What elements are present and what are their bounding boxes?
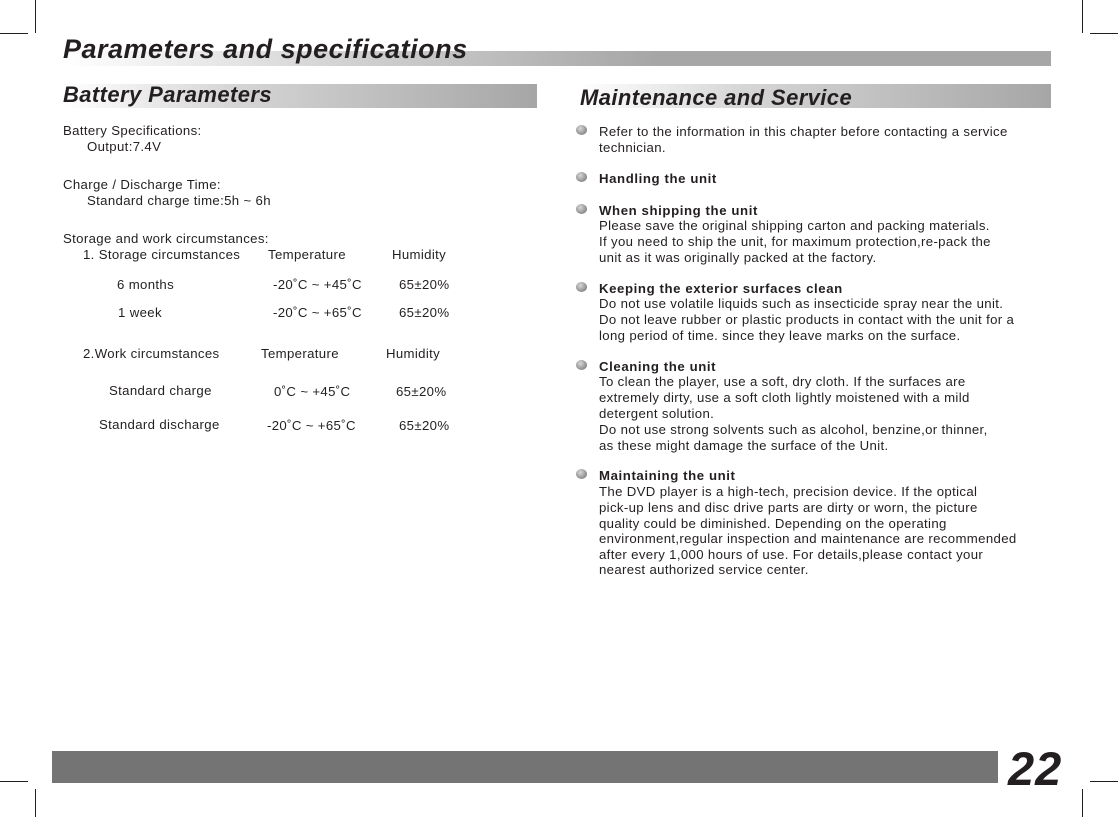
crop-mark <box>35 0 36 33</box>
maintaining-line: The DVD player is a high-tech, precision device. If the optical <box>599 484 978 499</box>
bullet-icon <box>576 204 587 214</box>
maintaining-line: nearest authorized service center. <box>599 562 809 577</box>
work-row-label: Standard discharge <box>99 417 220 432</box>
storage-row-humidity: 65±20% <box>399 305 450 320</box>
storage-temperature-header: Temperature <box>268 247 346 262</box>
charge-time-label: Charge / Discharge Time: <box>63 177 221 192</box>
page-title: Parameters and specifications <box>63 34 468 64</box>
handling-title: Handling the unit <box>599 171 717 186</box>
maintaining-title: Maintaining the unit <box>599 468 736 483</box>
crop-mark <box>0 781 28 782</box>
work-row-humidity: 65±20% <box>396 384 447 399</box>
crop-mark <box>35 789 36 817</box>
storage-heading: 1. Storage circumstances <box>83 247 241 262</box>
work-heading: 2.Work circumstances <box>83 346 220 361</box>
storage-row-label: 6 months <box>117 277 175 292</box>
crop-mark <box>1090 33 1118 34</box>
cleaning-line: To clean the player, use a soft, dry cloth. If the surfaces are <box>599 374 966 389</box>
battery-spec-label: Battery Specifications: <box>63 123 202 138</box>
cleaning-line: Do not use strong solvents such as alcohol, benzine,or thinner, <box>599 422 988 437</box>
bullet-icon <box>576 469 587 479</box>
crop-mark <box>1082 0 1083 33</box>
maintaining-line: quality could be diminished. Depending on the operating <box>599 516 947 531</box>
maintaining-line: after every 1,000 hours of use. For details,please contact your <box>599 547 984 562</box>
intro-line: technician. <box>599 140 666 155</box>
crop-mark <box>1090 781 1118 782</box>
bullet-icon <box>576 172 587 182</box>
maintaining-line: pick-up lens and disc drive parts are dirty or worn, the picture <box>599 500 978 515</box>
bullet-icon <box>576 125 587 135</box>
battery-output: Output:7.4V <box>87 139 162 154</box>
page-number: 22 <box>1008 742 1063 795</box>
cleaning-line: as these might damage the surface of the Unit. <box>599 438 889 453</box>
cleaning-line: detergent solution. <box>599 406 715 421</box>
maintenance-heading: Maintenance and Service <box>580 85 853 110</box>
work-row-humidity: 65±20% <box>399 418 450 433</box>
standard-charge-time: Standard charge time:5h ~ 6h <box>87 193 271 208</box>
work-humidity-header: Humidity <box>386 346 441 361</box>
crop-mark <box>1082 789 1083 817</box>
footer-bar <box>52 751 998 783</box>
storage-row-temperature: -20˚C ~ +65˚C <box>273 305 362 320</box>
exterior-title: Keeping the exterior surfaces clean <box>599 281 843 296</box>
shipping-line: unit as it was originally packed at the factory. <box>599 250 877 265</box>
storage-label: Storage and work circumstances: <box>63 231 269 246</box>
storage-row-temperature: -20˚C ~ +45˚C <box>273 277 362 292</box>
shipping-line: Please save the original shipping carton and packing materials. <box>599 218 990 233</box>
exterior-line: long period of time. since they leave marks on the surface. <box>599 328 961 343</box>
intro-line: Refer to the information in this chapter before contacting a service <box>599 124 1008 139</box>
cleaning-title: Cleaning the unit <box>599 359 717 374</box>
maintaining-line: environment,regular inspection and maintenance are recommended <box>599 531 1017 546</box>
crop-mark <box>0 33 28 34</box>
work-row-label: Standard charge <box>109 383 212 398</box>
cleaning-line: extremely dirty, use a soft cloth lightly moistened with a mild <box>599 390 970 405</box>
work-row-temperature: 0˚C ~ +45˚C <box>274 384 351 399</box>
work-row-temperature: -20˚C ~ +65˚C <box>267 418 356 433</box>
storage-humidity-header: Humidity <box>392 247 447 262</box>
work-temperature-header: Temperature <box>261 346 339 361</box>
bullet-icon <box>576 360 587 370</box>
exterior-line: Do not use volatile liquids such as insecticide spray near the unit. <box>599 296 1004 311</box>
shipping-title: When shipping the unit <box>599 203 758 218</box>
bullet-icon <box>576 282 587 292</box>
storage-row-humidity: 65±20% <box>399 277 450 292</box>
storage-row-label: 1 week <box>118 305 162 320</box>
battery-heading: Battery Parameters <box>63 82 272 107</box>
exterior-line: Do not leave rubber or plastic products in contact with the unit for a <box>599 312 1015 327</box>
shipping-line: If you need to ship the unit, for maximum protection,re-pack the <box>599 234 991 249</box>
